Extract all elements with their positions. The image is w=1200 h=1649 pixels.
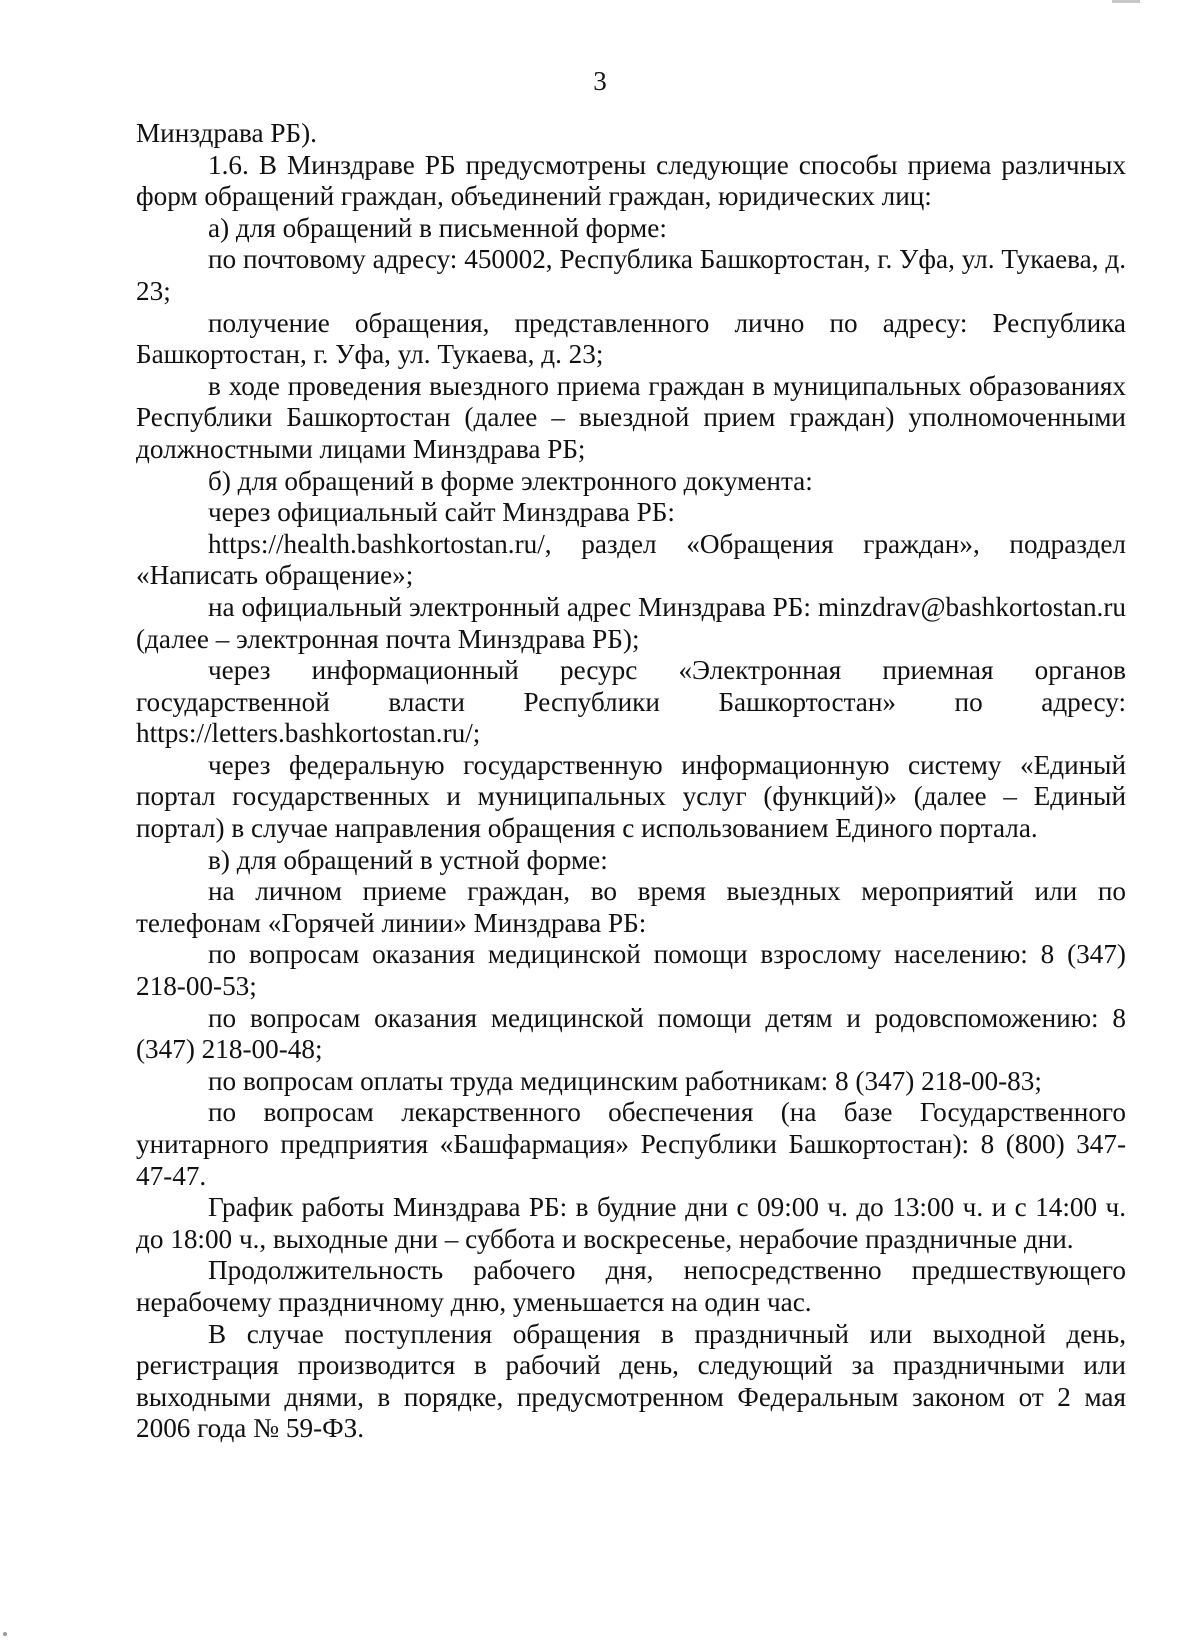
paragraph: а) для обращений в письменной форме:: [208, 212, 667, 243]
paragraph: В случае поступления обращения в праздничный или выходной день, регистрация производится в рабочий день, следующий за праздничными или выходными днями, в порядке, предусмотренном Федеральным законом от 2 мая 2006 года № 59-ФЗ.: [136, 1318, 1126, 1444]
paragraph: в) для обращений в устной форме:: [208, 844, 608, 875]
paragraph: на личном приеме граждан, во время выездных мероприятий или по телефонам «Горячей линии» Минздрава РБ:: [136, 876, 1126, 938]
paragraph: 1.6. В Минздраве РБ предусмотрены следующие способы приема различных форм обращений граждан, объединений граждан, юридических лиц:: [136, 149, 1126, 212]
paragraph: получение обращения, представленного лично по адресу: Республика Башкортостан, г. Уфа, ул. Тукаева, д. 23;: [136, 307, 1126, 370]
paragraph: на официальный электронный адрес Минздрава РБ: minzdrav@bashkortostan.ru (далее – электронная почта Минздрава РБ);: [136, 591, 1126, 654]
paragraph: по вопросам оказания медицинской помощи детям и родовспоможению: 8 (347) 218-00-48;: [136, 1002, 1126, 1065]
paragraph: через федеральную государственную информационную систему «Единый портал государственных и муниципальных услуг (функций)» (далее – Единый портал) в случае направления обращения с использованием Единого портала.: [136, 749, 1126, 844]
paragraph: б) для обращений в форме электронного документа:: [208, 465, 813, 496]
paragraph: в ходе проведения выездного приема граждан в муниципальных образованиях Республики Башкортостан (далее – выездной прием граждан) уполномоченными должностными лицами Минздрава РБ;: [136, 370, 1126, 464]
scan-artifact: [3, 1632, 7, 1636]
paragraph: https://health.bashkortostan.ru/, раздел «Обращения граждан», подраздел «Написать обращение»;: [136, 528, 1126, 591]
document-body: [136, 118, 1126, 1445]
paragraph: Продолжительность рабочего дня, непосредственно предшествующего нерабочему праздничному дню, уменьшается на один час.: [136, 1255, 1126, 1317]
paragraph: по вопросам лекарственного обеспечения (на базе Государственного унитарного предприятия «Башфармация» Республики Башкортостан): 8 (800) 347-47-47.: [136, 1097, 1126, 1191]
paragraph: Минздрава РБ).: [136, 118, 317, 148]
paragraph: по почтовому адресу: 450002, Республика Башкортостан, г. Уфа, ул. Тукаева, д. 23;: [136, 244, 1126, 306]
page-number: 3: [593, 66, 607, 96]
paragraph: График работы Минздрава РБ: в будние дни с 09:00 ч. до 13:00 ч. и с 14:00 ч. до 18:00 ч., выходные дни – суббота и воскресенье, нерабочие праздничные дни.: [136, 1192, 1126, 1254]
paragraph: через информационный ресурс «Электронная приемная органов государственной власти Республики Башкортостан» по адресу: https://letters.bashkortostan.ru/;: [136, 655, 1126, 749]
scan-artifact: [1112, 0, 1140, 3]
paragraph: по вопросам оплаты труда медицинским работникам: 8 (347) 218-00-83;: [208, 1065, 1042, 1096]
paragraph: через официальный сайт Минздрава РБ:: [208, 497, 675, 528]
paragraph: по вопросам оказания медицинской помощи взрослому населению: 8 (347) 218-00-53;: [136, 939, 1126, 1002]
